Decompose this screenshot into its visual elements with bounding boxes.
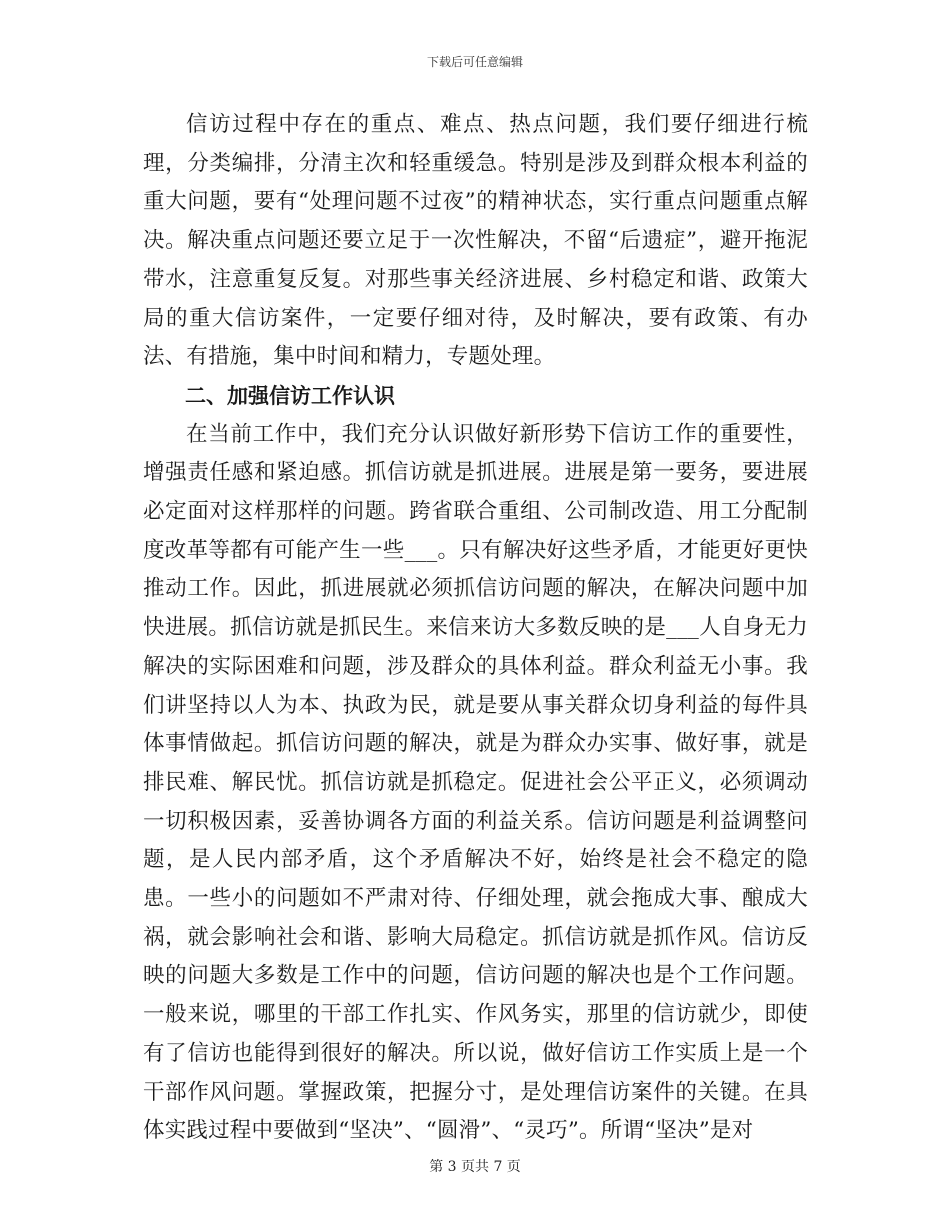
section-heading: 二、加强信访工作认识	[185, 383, 395, 408]
page-number-footer: 第 3 页共 7 页	[429, 1159, 521, 1175]
body-paragraph-1: 信访过程中存在的重点、难点、热点问题，我们要仔细进行梳理，分类编排，分清主次和轻重缓急。特别是涉及到群众根本利益的重大问题，要有“处理问题不过夜”的精神状态，实行重点问题重点解决。解决重点问题还要立足于一次性解决，不留“后遗症”，避开拖泥带水，注意重复反复。对那些事关经济进展、乡村稳定和谐、政策大局的重大信访案件，一定要仔细对待，及时解决，要有政策、有办法、有措施，集中时间和精力，专题处理。	[143, 112, 808, 370]
page-header: 下载后可任意编辑	[426, 55, 523, 69]
body-paragraph-2: 在当前工作中，我们充分认识做好新形势下信访工作的重要性，增强责任感和紧迫感。抓信访就是抓进展。进展是第一要务，要进展必定面对这样那样的问题。跨省联合重组、公司制改造、用工分配制度改革等都有可能产生一些___。只有解决好这些矛盾，才能更好更快推动工作。因此，抓进展就必须抓信访问题的解决，在解决问题中加快进展。抓信访就是抓民生。来信来访大多数反映的是___人自身无力解决的实际困难和问题，涉及群众的具体利益。群众利益无小事。我们讲坚持以人为本、执政为民，就是要从事关群众切身利益的每件具体事情做起。抓信访问题的解决，就是为群众办实事、做好事，就是排民难、解民忧。抓信访就是抓稳定。促进社会公平正义，必须调动一切积极因素，妥善协调各方面的利益关系。信访问题是利益调整问题，是人民内部矛盾，这个矛盾解决不好，始终是社会不稳定的隐患。一些小的问题如不严肃对待、仔细处理，就会拖成大事、酿成大祸，就会影响社会和谐、影响大局稳定。抓信访就是抓作风。信访反映的问题大多数是工作中的问题，信访问题的解决也是个工作问题。一般来说，哪里的干部工作扎实、作风务实，那里的信访就少，即使有了信访也能得到很好的解决。所以说，做好信访工作实质上是一个干部作风问题。掌握政策，把握分寸，是处理信访案件的关键。在具体实践过程中要做到“坚决”、“圆滑”、“灵巧”。所谓“坚决”是对	[143, 421, 808, 1144]
document-body	[143, 106, 808, 1151]
